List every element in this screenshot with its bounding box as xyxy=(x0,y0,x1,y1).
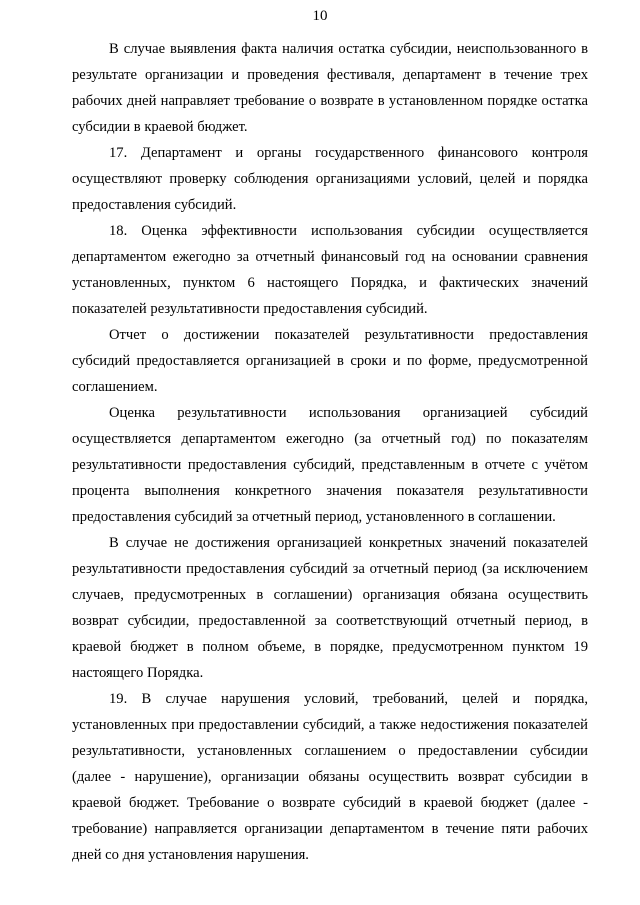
paragraph-17-compliance-check: 17. Департамент и органы государственного финансового контроля осуществляют проверку соблюдения организациями условий, целей и порядка предоставления субсидий. xyxy=(72,145,588,213)
page-number: 10 xyxy=(312,8,328,24)
paragraph-non-achievement-return: В случае не достижения организацией конкретных значений показателей результативности предоставления субсидий за отчетный период (за исключением случаев, предусмотренных в соглашении) организация обязана осуществить возврат субсидии, предоставленной за соответствующий отчетный период, в краевой бюджет в полном объеме, в порядке, предусмотренном пунктом 19 настоящего Порядка. xyxy=(72,535,588,681)
paragraph-19-violation-return: 19. В случае нарушения условий, требований, целей и порядка, установленных при предоставлении субсидий, а также недостижения показателей результативности, установленных соглашением о предоставлении субсидии (далее - нарушение), организации обязаны осуществить возврат субсидии в краевой бюджет. Требование о возврате субсидий в краевой бюджет (далее - требование) направляется организации департаментом в течение пяти рабочих дней со дня установления нарушения. xyxy=(72,691,588,863)
paragraph-remaining-subsidy-return: В случае выявления факта наличия остатка субсидии, неиспользованного в результате организации и проведения фестиваля, департамент в течение трех рабочих дней направляет требование о возврате в установленном порядке остатка субсидии в краевой бюджет. xyxy=(72,41,588,135)
paragraph-performance-report: Отчет о достижении показателей результативности предоставления субсидий предоставляется организацией в сроки и по форме, предусмотренной соглашением. xyxy=(72,327,588,395)
paragraph-performance-assessment: Оценка результативности использования организацией субсидий осуществляется департаментом ежегодно (за отчетный год) по показателям результативности предоставления субсидий, представленным в отчете с учётом процента выполнения конкретного значения показателя результативности предоставления субсидий за отчетный период, установленного в соглашении. xyxy=(72,405,588,525)
paragraph-18-efficiency-assessment: 18. Оценка эффективности использования субсидии осуществляется департаментом ежегодно за отчетный финансовый год на основании сравнения установленных, пунктом 6 настоящего Порядка, и фактических значений показателей результативности предоставления субсидий. xyxy=(72,223,588,317)
document-body xyxy=(72,36,588,868)
